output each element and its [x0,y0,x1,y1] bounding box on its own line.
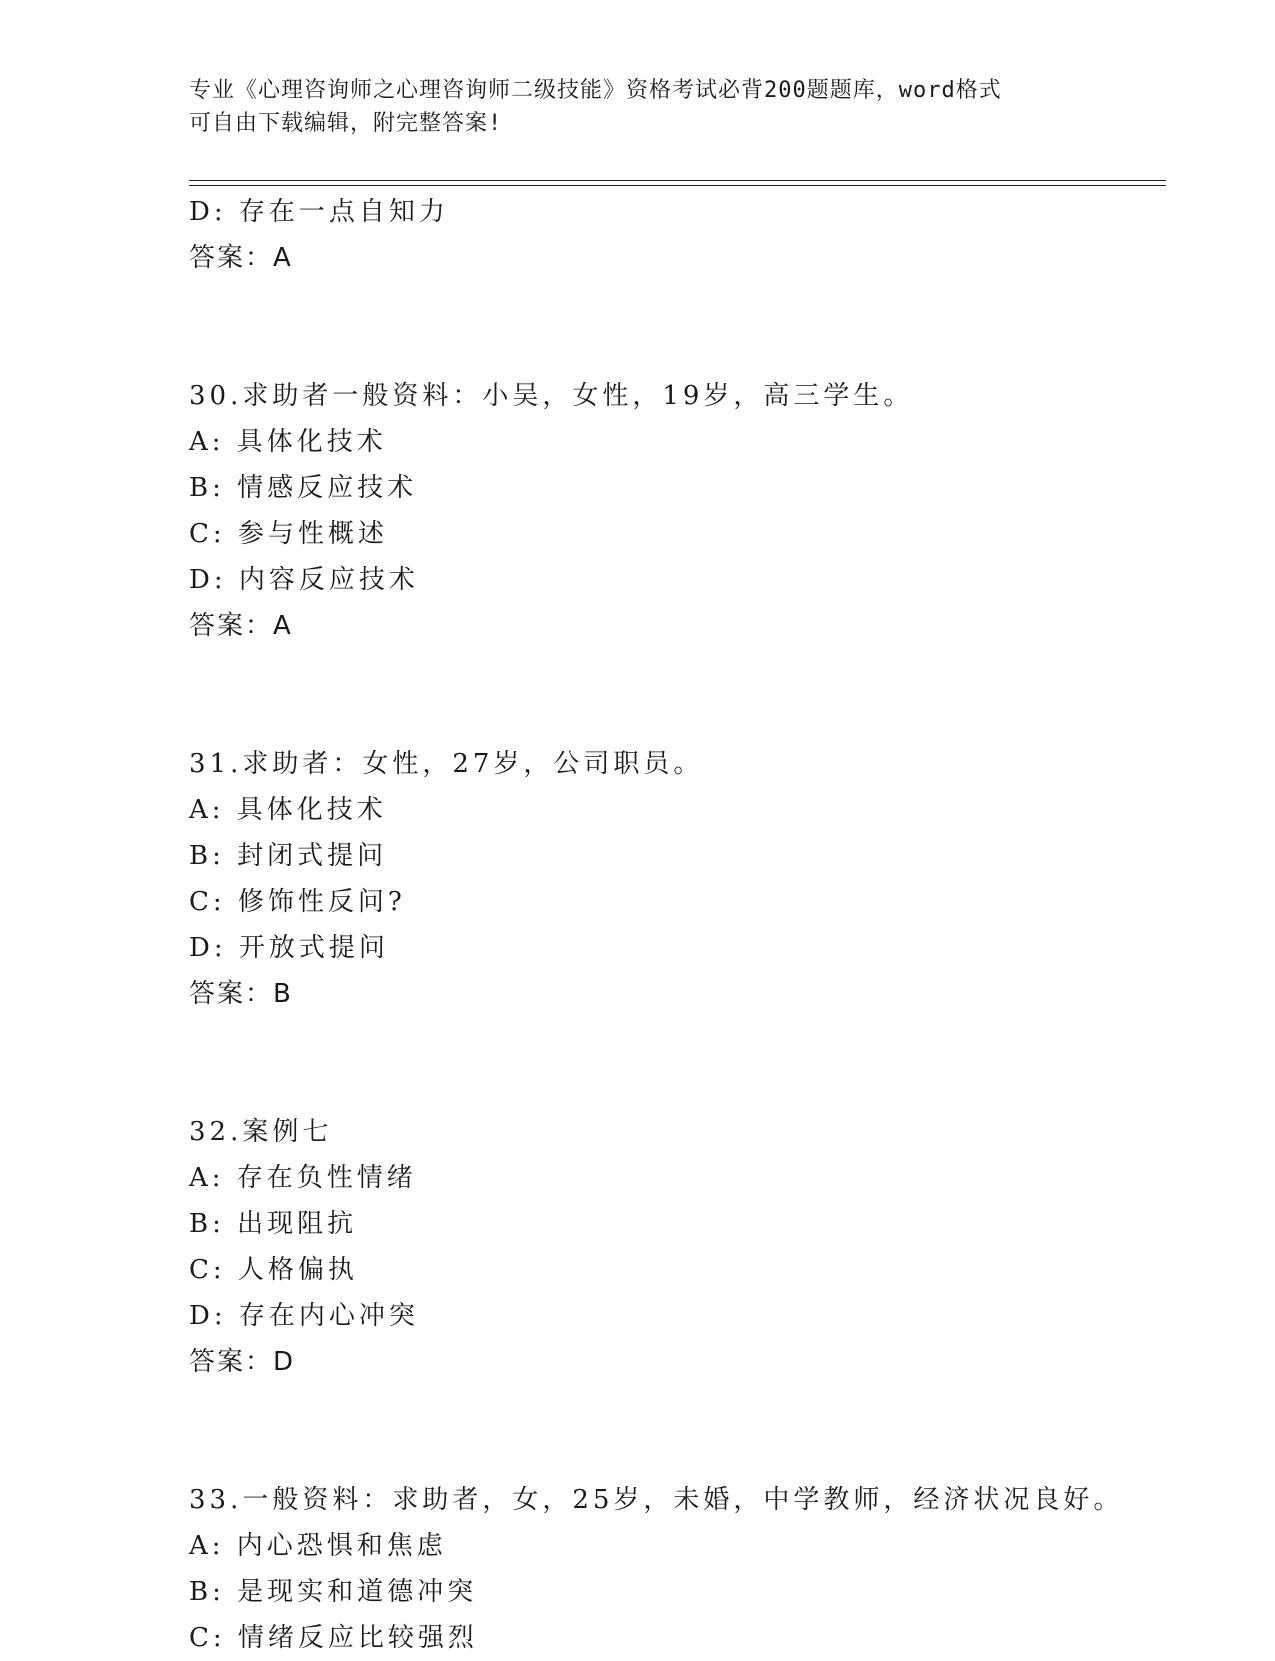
question-stem: 30.求助者一般资料：小吴，女性，19岁，高三学生。 [189,381,914,411]
option-d: D: 开放式提问 [189,933,389,963]
header-line-1: 专业《心理咨询师之心理咨询师二级技能》资格考试必背200题题库，word格式 [189,78,1002,103]
question-33 [189,1477,1169,1661]
answer-line: 答案：A [189,243,293,273]
option-d: D: 存在内心冲突 [189,1301,419,1331]
option-c: C: 人格偏执 [189,1255,358,1285]
option-a: A: 存在负性情绪 [189,1163,417,1193]
question-32 [189,1109,1169,1385]
option-c: C: 修饰性反问? [189,887,406,917]
option-c: C: 情绪反应比较强烈 [189,1623,478,1653]
question-31 [189,741,1169,1017]
header-divider-bottom [189,185,1166,186]
question-stem: 33.一般资料：求助者，女，25岁，未婚，中学教师，经济状况良好。 [189,1485,1124,1515]
option-d: D: 存在一点自知力 [189,197,449,227]
header-line-2: 可自由下载编辑，附完整答案! [189,111,503,136]
question-stem: 32.案例七 [189,1117,333,1147]
option-c: C: 参与性概述 [189,519,388,549]
option-a: A: 内心恐惧和焦虑 [189,1531,447,1561]
option-a: A: 具体化技术 [189,427,387,457]
answer-line: 答案：B [189,979,293,1009]
option-b: B: 封闭式提问 [189,841,388,871]
question-stem: 31.求助者：女性，27岁，公司职员。 [189,749,704,779]
option-b: B: 出现阻抗 [189,1209,358,1239]
answer-line: 答案：A [189,611,293,641]
option-d: D: 内容反应技术 [189,565,419,595]
option-b: B: 是现实和道德冲突 [189,1577,478,1607]
question-30 [189,373,1169,649]
question-fragment-29 [189,189,1169,281]
option-b: B: 情感反应技术 [189,473,418,503]
document-header [189,74,1089,140]
answer-line: 答案：D [189,1347,296,1377]
question-list [189,189,1169,1661]
header-divider-top [189,180,1166,181]
option-a: A: 具体化技术 [189,795,387,825]
